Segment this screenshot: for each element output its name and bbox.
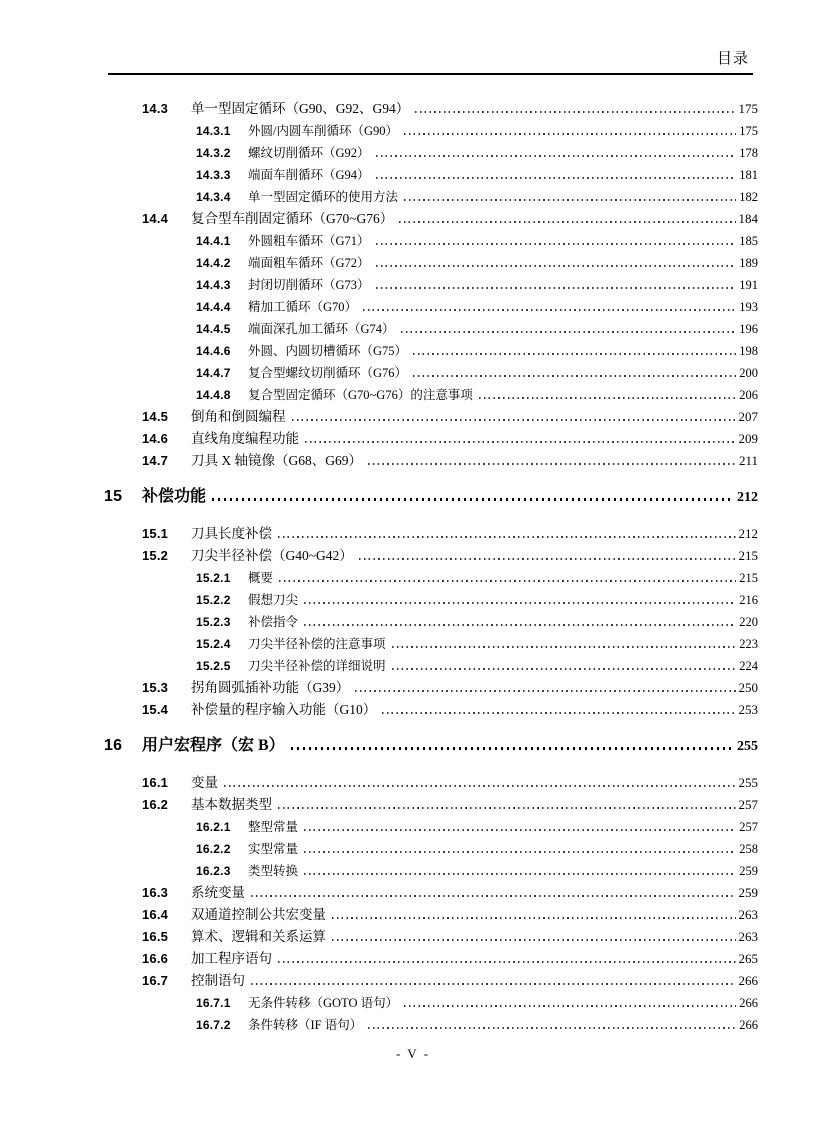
toc-entry-number: 16	[104, 737, 123, 754]
toc-entry-page: 181	[739, 168, 758, 182]
toc-entry-page: 184	[738, 211, 758, 226]
dot-leader-icon	[355, 690, 735, 692]
dot-leader-icon	[392, 646, 737, 648]
toc-entry-page: 253	[738, 702, 758, 717]
toc-entry-title: 基本数据类型	[191, 797, 272, 812]
dot-leader-icon	[292, 419, 736, 421]
toc-entry-title: 补偿指令	[248, 615, 299, 629]
dot-leader-icon	[404, 199, 736, 201]
header-title: 目录	[716, 51, 749, 67]
dot-leader-icon	[376, 265, 737, 267]
toc-entry-number: 16.5	[142, 929, 169, 944]
toc-entry-number: 14.3.2	[196, 146, 231, 160]
toc-entry-page: 215	[738, 548, 758, 563]
toc-entry-number: 14.4.7	[196, 366, 231, 380]
dot-leader-icon	[304, 624, 736, 626]
toc-entry-number: 14.4	[142, 211, 169, 226]
toc-entry-title: 类型转换	[248, 864, 299, 878]
dot-leader-icon	[399, 221, 735, 223]
toc-entry-page: 175	[739, 124, 758, 138]
toc-entry-number: 15.2.2	[196, 593, 231, 607]
dot-leader-icon	[382, 712, 735, 714]
toc-entry	[100, 633, 758, 655]
dot-leader-icon	[401, 331, 737, 333]
toc-entry-number: 15.2	[142, 548, 169, 563]
toc-entry-number: 15.2.4	[196, 637, 231, 651]
toc-entry-page: 189	[739, 256, 758, 270]
dot-leader-icon	[304, 851, 736, 853]
toc-entry-number: 14.4.2	[196, 256, 231, 270]
toc-entry	[100, 816, 758, 838]
toc-entry	[100, 252, 758, 274]
toc-entry	[100, 794, 758, 816]
toc-entry-title: 刀尖半径补偿的注意事项	[248, 637, 386, 651]
toc-entry-number: 14.3.3	[196, 168, 231, 182]
toc-entry	[100, 362, 758, 384]
dot-leader-icon	[304, 602, 736, 604]
toc-entry	[100, 485, 758, 510]
toc-entry-page: 266	[738, 973, 758, 988]
toc-entry-number: 16.2	[142, 797, 169, 812]
toc-entry-page: 255	[737, 739, 758, 754]
toc-entry-page: 266	[739, 1018, 758, 1032]
toc-entry	[100, 992, 758, 1014]
toc-entry-number: 15.3	[142, 680, 169, 695]
toc-entry-page: 266	[739, 996, 758, 1010]
toc-entry-title: 端面车削循环（G94）	[248, 168, 370, 182]
toc-entry-title: 补偿功能	[142, 488, 207, 505]
toc-entry-page: 224	[739, 659, 758, 673]
toc-entry-page: 206	[739, 388, 758, 402]
toc-entry	[100, 611, 758, 633]
toc-entry-title: 算术、逻辑和关系运算	[191, 929, 326, 944]
toc-entry	[100, 838, 758, 860]
dot-leader-icon	[392, 668, 737, 670]
toc-entry-title: 控制语句	[191, 973, 245, 988]
toc-entry-title: 无条件转移（GOTO 语句）	[248, 996, 399, 1010]
toc-entry-page: 211	[738, 453, 758, 468]
toc-entry-page: 257	[739, 820, 758, 834]
toc-list	[100, 98, 758, 1036]
toc-entry-number: 14.4.4	[196, 300, 231, 314]
toc-entry	[100, 904, 758, 926]
toc-entry	[100, 296, 758, 318]
toc-entry	[100, 734, 758, 759]
dot-leader-icon	[224, 785, 736, 787]
toc-entry-title: 复合型螺纹切削循环（G76）	[248, 366, 408, 380]
toc-entry-title: 精加工循环（G70）	[248, 300, 358, 314]
dot-leader-icon	[413, 353, 736, 355]
toc-entry	[100, 406, 758, 428]
toc-entry-number: 15.1	[142, 526, 169, 541]
toc-entry-title: 刀具 X 轴镜像（G68、G69）	[191, 453, 362, 468]
toc-entry-title: 封闭切削循环（G73）	[248, 278, 370, 292]
toc-entry	[100, 655, 758, 677]
toc-entry-page: 182	[739, 190, 758, 204]
toc-entry-number: 14.6	[142, 431, 169, 446]
toc-entry-page: 258	[739, 842, 758, 856]
toc-entry	[100, 772, 758, 794]
toc-entry-page: 198	[739, 344, 758, 358]
toc-entry-title: 单一型固定循环的使用方法	[248, 190, 399, 204]
dot-leader-icon	[332, 939, 736, 941]
page-number-footer: - V -	[395, 1046, 431, 1061]
toc-entry-page: 216	[739, 593, 758, 607]
toc-entry-page: 257	[738, 797, 758, 812]
toc-entry-number: 16.7.1	[196, 996, 231, 1010]
toc-entry-page: 200	[739, 366, 758, 380]
toc-entry	[100, 970, 758, 992]
toc-entry-title: 实型常量	[248, 842, 299, 856]
toc-entry-number: 14.3.1	[196, 124, 231, 138]
toc-entry	[100, 545, 758, 567]
toc-entry-number: 16.2.2	[196, 842, 231, 856]
dot-leader-icon	[304, 829, 736, 831]
toc-entry	[100, 340, 758, 362]
toc-entry	[100, 1014, 758, 1036]
dot-leader-icon	[305, 441, 736, 443]
toc-entry-number: 16.7	[142, 973, 169, 988]
toc-entry	[100, 860, 758, 882]
toc-entry-page: 255	[738, 775, 758, 790]
toc-entry-number: 16.3	[142, 885, 169, 900]
toc-entry-title: 外圆/内圆车削循环（G90）	[248, 124, 399, 138]
toc-entry-title: 螺纹切削循环（G92）	[248, 146, 370, 160]
toc-entry-title: 条件转移（IF 语句）	[248, 1018, 363, 1032]
toc-entry	[100, 230, 758, 252]
dot-leader-icon	[376, 155, 737, 157]
toc-entry-title: 端面粗车循环（G72）	[248, 256, 370, 270]
toc-entry-title: 复合型车削固定循环（G70~G76）	[191, 211, 394, 226]
page-header	[108, 50, 753, 75]
dot-leader-icon	[363, 309, 736, 311]
toc-entry-page: 223	[739, 637, 758, 651]
dot-leader-icon	[415, 111, 735, 113]
dot-leader-icon	[291, 747, 734, 750]
dot-leader-icon	[278, 807, 736, 809]
toc-entry-page: 215	[739, 571, 758, 585]
dot-leader-icon	[368, 463, 736, 465]
toc-entry-page: 196	[739, 322, 758, 336]
toc-entry-title: 刀尖半径补偿（G40~G42）	[191, 548, 353, 563]
toc-entry	[100, 523, 758, 545]
toc-entry-number: 14.4.6	[196, 344, 231, 358]
dot-leader-icon	[251, 983, 736, 985]
toc-entry	[100, 926, 758, 948]
toc-entry-page: 175	[738, 101, 758, 116]
toc-entry	[100, 567, 758, 589]
toc-entry	[100, 882, 758, 904]
toc-entry-title: 整型常量	[248, 820, 299, 834]
toc-entry	[100, 186, 758, 208]
toc-entry-page: 263	[738, 929, 758, 944]
toc-entry-page: 178	[739, 146, 758, 160]
toc-entry-number: 16.7.2	[196, 1018, 231, 1032]
toc-entry-number: 14.7	[142, 453, 169, 468]
toc-entry-number: 15.2.5	[196, 659, 231, 673]
toc-entry-page: 212	[737, 490, 758, 505]
dot-leader-icon	[376, 287, 737, 289]
toc-entry-page: 207	[738, 409, 758, 424]
toc-entry-number: 16.1	[142, 775, 169, 790]
toc-entry-page: 209	[738, 431, 758, 446]
toc-entry	[100, 450, 758, 472]
toc-entry	[100, 948, 758, 970]
toc-entry-title: 双通道控制公共宏变量	[191, 907, 326, 922]
toc-entry-page: 185	[739, 234, 758, 248]
toc-entry-title: 补偿量的程序输入功能（G10）	[191, 702, 377, 717]
toc-entry-title: 外圆粗车循环（G71）	[248, 234, 370, 248]
toc-entry	[100, 384, 758, 406]
toc-entry-number: 15.2.1	[196, 571, 231, 585]
toc-entry-page: 212	[738, 526, 758, 541]
dot-leader-icon	[404, 133, 736, 135]
toc-entry-title: 刀尖半径补偿的详细说明	[248, 659, 386, 673]
toc-entry-page: 191	[739, 278, 758, 292]
toc-entry-title: 用户宏程序（宏 B）	[142, 737, 285, 754]
toc-entry-page: 220	[739, 615, 758, 629]
toc-entry	[100, 589, 758, 611]
toc-entry-number: 14.5	[142, 409, 169, 424]
toc-entry-page: 250	[738, 680, 758, 695]
toc-entry	[100, 142, 758, 164]
dot-leader-icon	[279, 580, 736, 582]
toc-entry	[100, 98, 758, 120]
toc-entry-title: 单一型固定循环（G90、G92、G94）	[191, 101, 410, 116]
toc-entry-title: 直线角度编程功能	[191, 431, 299, 446]
toc-entry-title: 刀具长度补偿	[191, 526, 272, 541]
toc-entry-title: 概要	[248, 571, 274, 585]
dot-leader-icon	[278, 961, 736, 963]
toc-entry-number: 14.3.4	[196, 190, 231, 204]
toc-entry-page: 259	[739, 864, 758, 878]
toc-entry-number: 15.2.3	[196, 615, 231, 629]
toc-entry-number: 16.2.1	[196, 820, 231, 834]
dot-leader-icon	[404, 1005, 736, 1007]
toc-entry-number: 16.6	[142, 951, 169, 966]
dot-leader-icon	[304, 873, 736, 875]
toc-entry-number: 16.2.3	[196, 864, 231, 878]
toc-entry-page: 265	[738, 951, 758, 966]
dot-leader-icon	[376, 243, 737, 245]
toc-entry	[100, 208, 758, 230]
toc-entry	[100, 274, 758, 296]
toc-entry-number: 15.4	[142, 702, 169, 717]
toc-entry-title: 假想刀尖	[248, 593, 299, 607]
toc-entry-title: 倒角和倒圆编程	[191, 409, 286, 424]
toc-entry-number: 14.4.1	[196, 234, 231, 248]
toc-entry-page: 259	[738, 885, 758, 900]
dot-leader-icon	[359, 558, 736, 560]
toc-entry-page: 193	[739, 300, 758, 314]
toc-entry-title: 复合型固定循环（G70~G76）的注意事项	[248, 388, 473, 402]
dot-leader-icon	[332, 917, 736, 919]
toc-entry	[100, 677, 758, 699]
toc-entry-number: 14.4.3	[196, 278, 231, 292]
toc-entry-number: 14.3	[142, 101, 169, 116]
dot-leader-icon	[376, 177, 737, 179]
toc-entry-number: 16.4	[142, 907, 169, 922]
toc-entry-number: 14.4.5	[196, 322, 231, 336]
toc-entry-title: 拐角圆弧插补功能（G39）	[191, 680, 350, 695]
dot-leader-icon	[278, 536, 736, 538]
toc-entry-title: 变量	[191, 775, 218, 790]
toc-entry-title: 端面深孔加工循环（G74）	[248, 322, 395, 336]
toc-entry-title: 外圆、内圆切槽循环（G75）	[248, 344, 408, 358]
toc-entry	[100, 318, 758, 340]
dot-leader-icon	[413, 375, 736, 377]
dot-leader-icon	[479, 397, 736, 399]
dot-leader-icon	[212, 498, 734, 501]
toc-entry	[100, 428, 758, 450]
toc-entry	[100, 164, 758, 186]
toc-entry	[100, 120, 758, 142]
dot-leader-icon	[251, 895, 736, 897]
toc-entry	[100, 699, 758, 721]
toc-entry-number: 15	[104, 488, 123, 505]
toc-entry-title: 加工程序语句	[191, 951, 272, 966]
dot-leader-icon	[368, 1027, 736, 1029]
toc-entry-page: 263	[738, 907, 758, 922]
toc-entry-number: 14.4.8	[196, 388, 231, 402]
toc-entry-title: 系统变量	[191, 885, 245, 900]
